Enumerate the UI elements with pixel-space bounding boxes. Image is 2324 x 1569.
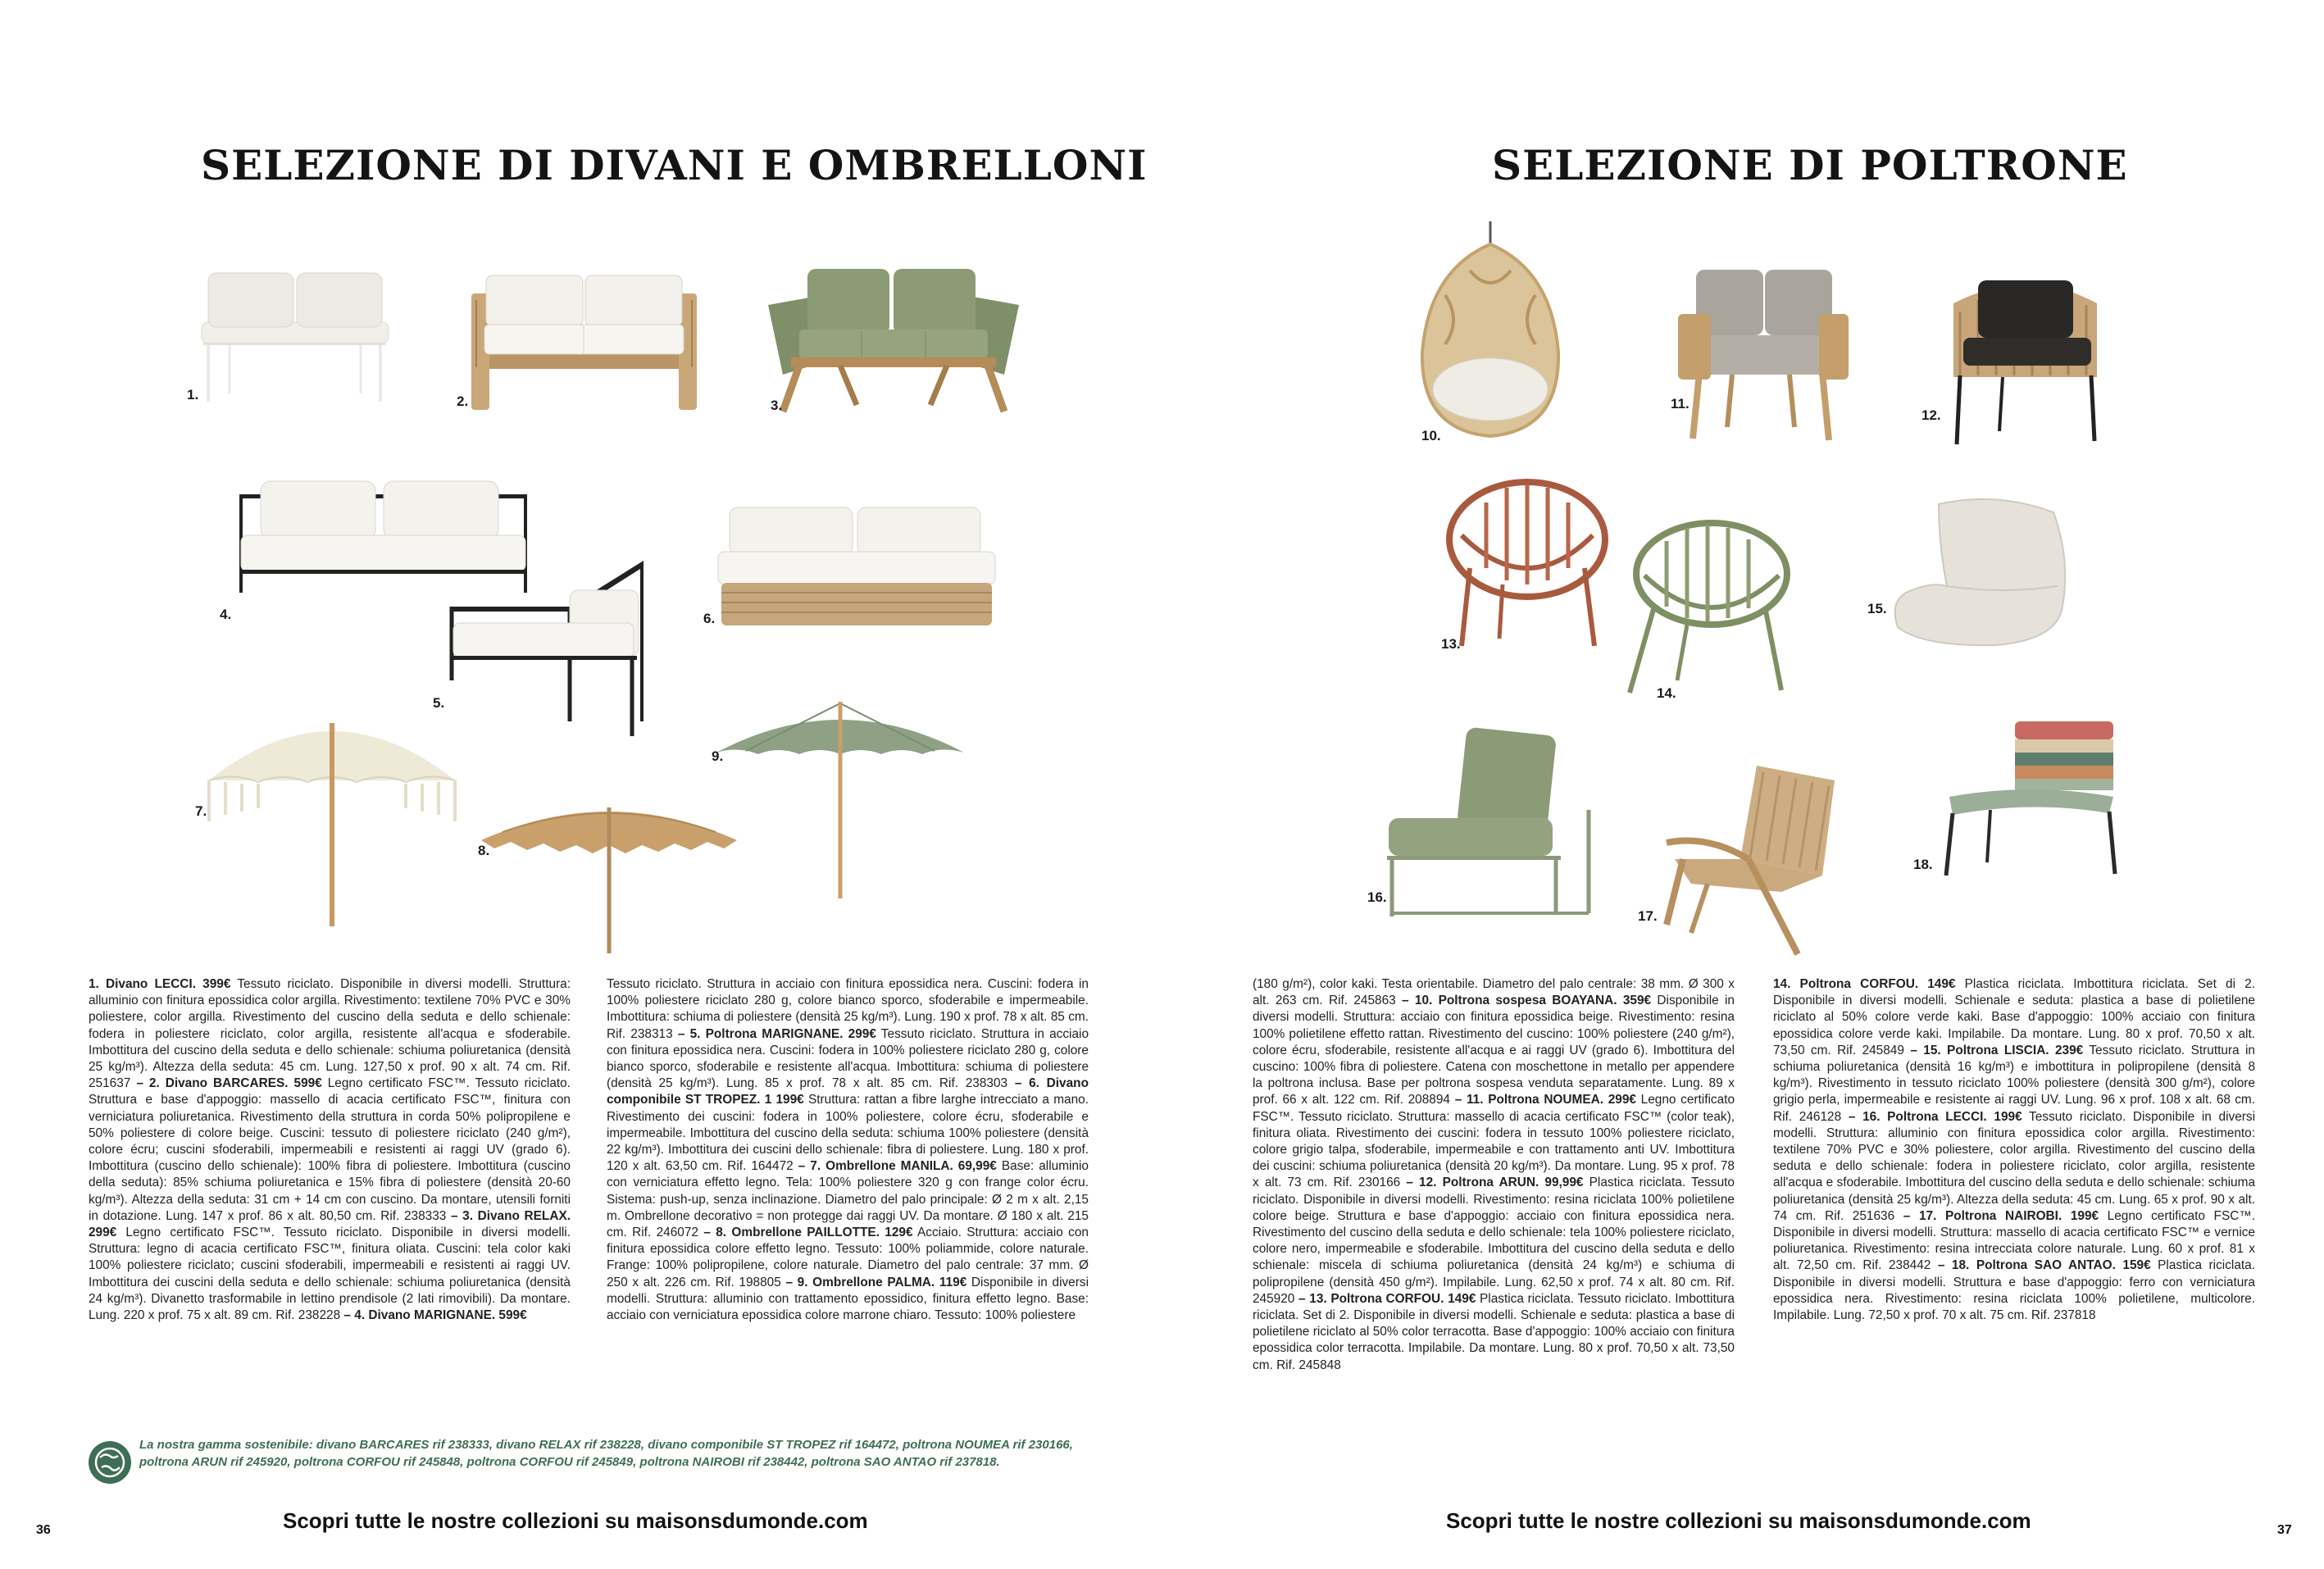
- product-image-8-paillotte-parasol: [478, 791, 740, 955]
- desc-text-14: Plastica riciclata. Imbottitura riciclata. Set di 2. Disponibile in diversi modelli. Schienale e seduta: plastica a base di polietilene riciclato al 50% colore verde kaki. Base d'appoggio: 100% acciaio con finitura epossidica colore verde kaki. Impilabile. Da montare. Lung. 80 x prof. 70,50 x alt. 73,50 cm. Rif. 245849: [1773, 977, 2255, 1057]
- product-descriptions-column-2: [607, 976, 1089, 1324]
- desc-bold-6: – 6. Divano componibile ST TROPEZ. 1 199€: [607, 1076, 1089, 1107]
- product-number-17: 17.: [1638, 908, 1658, 924]
- desc-text-11: Legno certificato FSC™. Tessuto riciclato. Struttura: massello di acacia certificato FSC™ (color teak), finitura oliata. Rivestimento dei cuscini: fodera in tessuto 100% poliestere riciclato, colore grigio talpa, sfoderabile, impermeabile e con trattamento anti UV. Imbottitura dei cuscini: schiuma poliuretanica (densità 20 kg/m³). Da montare. Lung. 95 x prof. 78 x alt. 73 cm. Rif. 230166: [1253, 1093, 1735, 1190]
- right-page: [1162, 0, 2324, 1569]
- product-number-14: 14.: [1657, 685, 1676, 701]
- desc-text-3: Legno certificato FSC™. Tessuto riciclato. Disponibile in diversi modelli. Struttura: legno di acacia certificato FSC™, finitura oliata. Cuscini: tela color kaki 100% poliestere riciclato; cuscini sfoderabili, impermeabili e resistenti ai raggi UV. Imbottitura dei cuscini della seduta e dello schienale: schiuma poliuretanica (densità 24 kg/m³). Divanetto trasformabile in lettino prendisole (2 lati rimovibili). Da montare. Lung. 220 x prof. 75 x alt. 89 cm. Rif. 238228: [89, 1226, 571, 1323]
- desc-bold-16: – 16. Poltrona LECCI. 199€: [1848, 1109, 2022, 1124]
- desc-bold-10: – 10. Poltrona sospesa BOAYANA. 359€: [1402, 994, 1652, 1008]
- product-number-6: 6.: [703, 611, 716, 626]
- product-descriptions-column-3: [1253, 976, 1735, 1374]
- desc-bold-3: – 3. Divano RELAX. 299€: [89, 1208, 571, 1240]
- sustainable-range-text: La nostra gamma sostenibile: divano BARCARES rif 238333, divano RELAX rif 238228, divano componibile ST TROPEZ rif 164472, poltrona NOUMEA rif 230166, poltrona ARUN rif 245920, poltrona CORFOU rif 245848, poltrona CORFOU rif 245849, poltrona NAIROBI rif 238442, poltrona SAO ANTAO rif 237818.: [139, 1438, 1073, 1469]
- product-number-8: 8.: [478, 843, 490, 858]
- product-number-4: 4.: [220, 607, 232, 622]
- product-number-13: 13.: [1441, 636, 1461, 652]
- product-image-10-boayana-hanging-chair: [1412, 221, 1568, 443]
- right-page-title: SELEZIONE DI POLTRONE: [1492, 141, 2128, 189]
- product-number-5: 5.: [433, 695, 445, 711]
- desc-bold-1: 1. Divano LECCI. 399€: [89, 977, 231, 991]
- desc-text-9: Disponibile in diversi modelli. Struttura: alluminio con trattamento epossidico, finitura effetto legno. Base: acciaio con verniciatura epossidica colore marrone chiaro. Tessuto: 100% poliestere: [607, 1275, 1089, 1323]
- product-image-1-lecci-sofa: [197, 266, 393, 406]
- product-number-1: 1.: [187, 387, 199, 402]
- desc-text-18: Plastica riciclata. Disponibile in diversi modelli. Struttura e base d'appoggio: ferro con verniciatura epossidica nera. Rivestimento: resina riciclata 100% polietilene, multicolore. Impilabile. Lung. 72,50 x prof. 70 x alt. 75 cm. Rif. 237818: [1773, 1258, 2255, 1323]
- desc-bold-5: – 5. Poltrona MARIGNANE. 299€: [677, 1026, 876, 1041]
- footer-link-text-right[interactable]: Scopri tutte le nostre collezioni su maisonsdumonde.com: [1446, 1508, 2031, 1533]
- desc-text-16: Tessuto riciclato. Disponibile in diversi modelli. Struttura: alluminio con finitura epossidica color argilla. Rivestimento: textilene 70% PVC e 30% poliestere, color argilla. Rivestimento del cuscino della seduta e dello schienale: fodera in poliestere riciclato, color argilla, resistente all'acqua e sfoderabile. Imbottitura del cuscino della seduta e dello schienale: schiuma poliuretanica (densità 25 kg/m³). Altezza della seduta: 45 cm. Lung. 65 x prof. 90 x alt. 74 cm. Rif. 251636: [1773, 1109, 2256, 1223]
- product-image-5-marignane-armchair: [447, 557, 644, 738]
- desc-text-6: Struttura: rattan a fibre larghe intrecciato a mano. Rivestimento dei cuscini: fodera in 100% poliestere, colore écru, sfoderabile e impermeabile. Imbottitura del cuscino della seduta: schiuma 100% poliestere (densità 22 kg/m³). Imbottitura dei cuscini dello schienale: fibra di poliestere. Lung. 180 x prof. 120 x alt. 63,50 cm. Rif. 164472: [607, 1093, 1089, 1174]
- product-image-7-manila-parasol: [201, 707, 463, 928]
- product-image-12-arun-armchair: [1945, 271, 2105, 447]
- desc-text-5: Tessuto riciclato. Struttura in acciaio con finitura epossidica nera. Cuscini: fodera in 100% poliestere riciclato 280 g, colore bianco sporco, sfoderabile e resistente all'acqua. Imbottitura: schiuma di poliestere (densità 25 kg/m³). Lung. 85 x prof. 78 x alt. 85 cm. Rif. 238303: [607, 1026, 1089, 1091]
- desc-bold-7: – 7. Ombrellone MANILA. 69,99€: [798, 1159, 997, 1174]
- desc-text-1: Tessuto riciclato. Disponibile in diversi modelli. Struttura: alluminio con finitura epossidica color argilla. Rivestimento: textilene 70% PVC e 30% poliestere, color argilla. Rivestimento del cuscino della seduta e dello schienale: fodera in poliestere riciclato, color argilla, resistente all'acqua e sfoderabile. Imbottitura del cuscino della seduta e dello schienale: schiuma poliuretanica (densità 25 kg/m³). Altezza della seduta: 45 cm. Lung. 127,50 x prof. 90 x alt. 74 cm. Rif. 251637: [89, 977, 571, 1091]
- desc-text-12: Plastica riciclata. Tessuto riciclato. Disponibile in diversi modelli. Rivestimento: resina riciclata 100% polietilene colore beige. Struttura e base d'appoggio: acciaio con finitura epossidica nera. Rivestimento del cuscino della seduta e dello schienale: tela 100% poliestere riciclato, colore nero, impermeabile e sfoderabile. Imbottitura del cuscino della seduta e dello schienale: miscela di schiuma poliuretanica (densità 24 kg/m³) e schiuma di polipropilene (densità 450 g/m²). Impilabile. Lung. 62,50 x prof. 74 x alt. 80 cm. Rif. 245920: [1253, 1176, 1735, 1306]
- product-image-9-palma-parasol: [713, 695, 967, 900]
- product-image-18-sao-antao-chair: [1941, 715, 2130, 879]
- desc-text-10: Disponibile in diversi modelli. Struttura: acciaio con finitura epossidica beige. Rivestimento: resina 100% polietilene effetto rattan. Rivestimento del cuscino: 100% poliestere (240 g/m²), colore écru, sfoderabile, resistente all'acqua e ai raggi UV (grado 6). Imbottitura del cuscino: 100% fibra di poliestere. Catena con moschettone in metallo per appendere la poltrona inclusa. Base per poltrona sospesa venduta separatamente. Lung. 89 x prof. 66 x alt. 122 cm. Rif. 208894: [1253, 994, 1735, 1107]
- product-number-10: 10.: [1421, 428, 1441, 443]
- page-number-right: 37: [2277, 1523, 2292, 1537]
- product-descriptions-column-4: [1773, 976, 2255, 1324]
- product-number-3: 3.: [771, 398, 783, 413]
- desc-bold-12: – 12. Poltrona ARUN. 99,99€: [1406, 1176, 1584, 1190]
- product-image-13-corfou-terracotta: [1445, 478, 1609, 650]
- product-number-11: 11.: [1671, 396, 1690, 412]
- desc-text-2: Legno certificato FSC™. Tessuto riciclato. Struttura e base d'appoggio: massello di acacia certificato FSC™, finitura con verniciatura poliuretanica. Rivestimento della struttura in corda 50% polipropilene e 50% poliestere di colore beige. Cuscini: tessuto di poliestere riciclato (240 g/m²), colore écru; cuscini sfoderabili, impermeabili e resistenti ai raggi UV (grado 6). Imbottitura (cuscino dello schienale): 100% fibra di poliestere. Imbottitura (cuscino della seduta): 85% schiuma poliuretanica e 15% fibra di poliestere (densità 20-60 kg/m³). Altezza della seduta: 31 cm + 14 cm con cuscino. Da montare, utensili forniti in dotazione. Lung. 147 x prof. 86 x alt. 80,50 cm. Rif. 238333: [89, 1076, 571, 1223]
- desc-text-4b: Tessuto riciclato. Struttura in acciaio con finitura epossidica nera. Cuscini: fodera in 100% poliestere riciclato 280 g, colore bianco sporco, sfoderabile e impermeabile. Imbottitura: schiuma di poliestere (densità 25 kg/m³). Lung. 190 x prof. 78 x alt. 85 cm. Rif. 238313: [607, 977, 1089, 1041]
- product-image-15-liscia-armchair: [1890, 496, 2074, 652]
- product-number-15: 15.: [1867, 601, 1887, 616]
- desc-bold-13: – 13. Poltrona CORFOU. 149€: [1298, 1291, 1476, 1306]
- globe-icon: [89, 1441, 131, 1484]
- product-image-3-relax-sofa: [766, 264, 1021, 416]
- product-number-7: 7.: [195, 803, 207, 819]
- desc-bold-11: – 11. Poltrona NOUMEA. 299€: [1454, 1093, 1636, 1107]
- page-number-left: 36: [36, 1523, 51, 1537]
- left-page-title: SELEZIONE DI DIVANI E OMBRELLONI: [201, 141, 1148, 189]
- product-image-16-lecci-armchair: [1384, 728, 1593, 921]
- product-number-12: 12.: [1922, 407, 1941, 423]
- desc-text-9b: (180 g/m²), color kaki. Testa orientabile. Diametro del palo centrale: 38 mm. Ø 300 x alt. 263 cm. Rif. 245863: [1253, 977, 1735, 1008]
- product-image-11-noumea-armchair: [1675, 266, 1851, 447]
- desc-bold-18: – 18. Poltrona SAO ANTAO. 159€: [1937, 1258, 2151, 1273]
- product-image-14-corfou-khaki: [1621, 516, 1794, 697]
- desc-bold-2: – 2. Divano BARCARES. 599€: [136, 1076, 322, 1091]
- desc-bold-4: – 4. Divano MARIGNANE. 599€: [343, 1308, 527, 1323]
- desc-text-7: Base: alluminio con verniciatura effetto legno. Tela: 100% poliestere 320 g con frange color écru. Sistema: push-up, senza inclinazione. Diametro del palo principale: Ø 2 m x alt. 2,15 m. Ombrellone decorativo = non protegge dai raggi UV. Da montare. Ø 180 x alt. 215 cm. Rif. 246072: [607, 1159, 1089, 1240]
- product-number-2: 2.: [457, 393, 469, 409]
- desc-bold-17: – 17. Poltrona NAIROBI. 199€: [1903, 1208, 2099, 1223]
- product-image-17-nairobi-armchair: [1658, 761, 1839, 957]
- product-number-18: 18.: [1913, 857, 1933, 872]
- product-number-9: 9.: [712, 748, 724, 764]
- desc-text-15: Tessuto riciclato. Struttura in schiuma poliuretanica (densità 16 kg/m³) e imbottitura in polipropilene (densità 8 kg/m³). Rivestimento in tessuto riciclato 100% poliestere (densità 300 g/m²), colore grigio perla, impermeabile e resistente ai raggi UV. Lung. 96 x prof. 108 x alt. 68 cm. Rif. 246128: [1773, 1043, 2255, 1124]
- footer-link-text[interactable]: Scopri tutte le nostre collezioni su maisonsdumonde.com: [283, 1508, 868, 1533]
- desc-text-13: Plastica riciclata. Tessuto riciclato. Imbottitura riciclata. Set di 2. Disponibile in diversi modelli. Schienale e seduta: plastica a base di polietilene riciclato al 50% color terracotta. Base d'appoggio: 100% acciaio con finitura epossidica color terracotta. Impilabile. Da montare. Lung. 80 x prof. 70,50 x alt. 73,50 cm. Rif. 245848: [1253, 1291, 1735, 1372]
- desc-bold-15: – 15. Poltrona LISCIA. 239€: [1910, 1043, 2084, 1057]
- product-number-16: 16.: [1367, 889, 1387, 905]
- desc-bold-8: – 8. Ombrellone PAILLOTTE. 129€: [703, 1226, 913, 1240]
- desc-bold-14: 14. Poltrona CORFOU. 149€: [1773, 977, 1956, 991]
- product-descriptions-column-1: [89, 976, 571, 1324]
- desc-text-8: Acciaio. Struttura: acciaio con finitura epossidica colore effetto legno. Tessuto: 100% poliammide, colore naturale. Frange: 100% polipropilene, colore naturale. Diametro del palo centrale: 37 mm. Ø 250 x alt. 226 cm. Rif. 198805: [607, 1226, 1089, 1289]
- desc-bold-9: – 9. Ombrellone PALMA. 119€: [785, 1275, 967, 1289]
- product-image-2-barcares-sofa: [471, 271, 697, 414]
- product-image-6-st-tropez-sofa: [713, 504, 1000, 627]
- desc-text-17: Legno certificato FSC™. Disponibile in diversi modelli. Struttura: massello di acacia certificato FSC™ e vernice poliuretanica. Rivestimento: resina intrecciata colore naturale. Lung. 60 x prof. 81 x alt. 72,50 cm. Rif. 238442: [1773, 1208, 2255, 1273]
